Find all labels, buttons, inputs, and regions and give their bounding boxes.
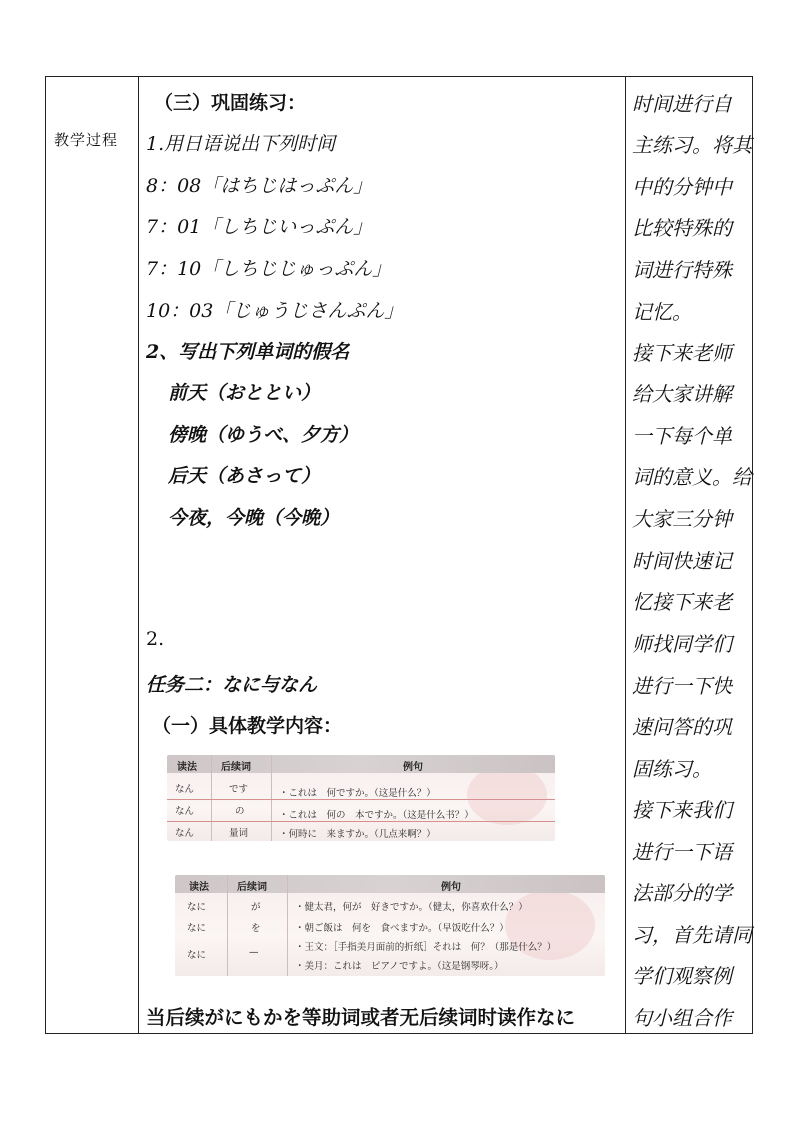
side-note-line: 记忆。: [632, 300, 692, 324]
column-divider: [625, 77, 626, 1033]
example-table-header: [175, 875, 605, 893]
cell-example: ・美月：これは ピアノですよ。（这是钢琴呀。）: [295, 961, 504, 972]
example-table-nani: [175, 875, 605, 976]
lesson-plan-table: [45, 76, 753, 1034]
example-table-header: [167, 755, 555, 773]
cell-suffix: 量词: [229, 828, 249, 839]
side-note-line: 中的分钟中: [632, 175, 732, 199]
side-note-line: 速问答的巩: [632, 715, 732, 739]
side-note-line: 忆接下来老: [632, 590, 732, 614]
header-reading: 读法: [189, 882, 209, 893]
header-suffix: 后续词: [221, 762, 251, 773]
vocab-item: 傍晚（ゆうべ、夕方）: [168, 424, 359, 446]
cell-example: ・朝ご飯は 何を 食べますか。（早饭吃什么？）: [295, 923, 509, 934]
section-label: 教学过程: [54, 131, 119, 149]
cell-reading: なに: [187, 950, 207, 961]
cell-example: ・健太君，何が 好きですか。（健太，你喜欢什么？）: [295, 902, 528, 913]
example-table-nan: [167, 755, 555, 841]
time-item: 10：03「じゅうじさんぷん」: [146, 300, 404, 322]
vocab-item: 后天（あさって）: [168, 465, 321, 487]
side-note-line: 法部分的学: [632, 881, 732, 905]
exercise-1-title: 1.用日语说出下列时间: [146, 133, 336, 155]
side-note-line: 句小组合作: [632, 1006, 732, 1030]
side-note-line: 大家三分钟: [632, 507, 732, 531]
side-note-line: 词进行特殊: [632, 258, 732, 282]
vocab-item: 前天（おととい）: [168, 382, 321, 404]
side-note-line: 接下来老师: [632, 341, 732, 365]
item-number: 2.: [146, 628, 165, 650]
side-note-line: 接下来我们: [632, 798, 732, 822]
header-example: 例句: [441, 882, 461, 893]
header-suffix: 后续词: [237, 882, 267, 893]
cell-reading: なん: [175, 784, 195, 795]
side-note-line: 比较特殊的: [632, 216, 732, 240]
side-note-line: 学们观察例: [632, 964, 732, 988]
side-note-line: 时间进行自: [632, 92, 732, 116]
cell-suffix: —: [249, 947, 259, 958]
vocab-item: 今夜，今晚（今晩）: [168, 507, 340, 529]
grammar-rule: 当后续がにもかを等助词或者无后续词时读作なに: [146, 1006, 576, 1029]
cell-reading: なん: [175, 806, 195, 817]
side-note-line: 习，首先请同: [632, 923, 752, 947]
side-note-line: 词的意义。给: [632, 465, 752, 489]
exercise-2-title: 2、写出下列单词的假名: [146, 341, 350, 363]
time-item: 7：01「しちじいっぷん」: [146, 216, 373, 238]
side-note-line: 进行一下语: [632, 840, 732, 864]
cell-example: ・何時に 来ますか。（几点来啊？）: [279, 829, 436, 840]
side-note-line: 一下每个单: [632, 424, 732, 448]
side-note-line: 师找同学们: [632, 632, 732, 656]
side-note-line: 固练习。: [632, 757, 712, 781]
cell-suffix: が: [251, 902, 261, 913]
side-note-line: 时间快速记: [632, 549, 732, 573]
time-item: 8：08「はちじはっぷん」: [146, 175, 373, 197]
subheading-consolidation: （三）巩固练习：: [154, 92, 307, 114]
side-note-line: 主练习。将其: [632, 133, 752, 157]
column-divider: [138, 77, 139, 1033]
subheading-content: （一）具体教学内容：: [152, 715, 343, 737]
header-example: 例句: [403, 762, 423, 773]
cell-example: ・これは 何ですか。（这是什么？）: [279, 788, 436, 799]
cell-reading: なん: [175, 828, 195, 839]
cell-reading: なに: [187, 902, 207, 913]
cell-suffix: の: [235, 806, 245, 817]
task-two-title: 任务二：なに与なん: [146, 674, 318, 696]
side-note-line: 给大家讲解: [632, 382, 732, 406]
header-reading: 读法: [177, 762, 197, 773]
side-note-line: 进行一下快: [632, 674, 732, 698]
time-item: 7：10「しちじじゅっぷん」: [146, 258, 392, 280]
cell-reading: なに: [187, 923, 207, 934]
cell-suffix: です: [229, 784, 249, 795]
cell-example: ・王文：［手指美月面前的折纸］それは 何？（那是什么？）: [295, 942, 557, 953]
cell-example: ・これは 何の 本ですか。（这是什么书？）: [279, 810, 474, 821]
cell-suffix: を: [251, 923, 261, 934]
